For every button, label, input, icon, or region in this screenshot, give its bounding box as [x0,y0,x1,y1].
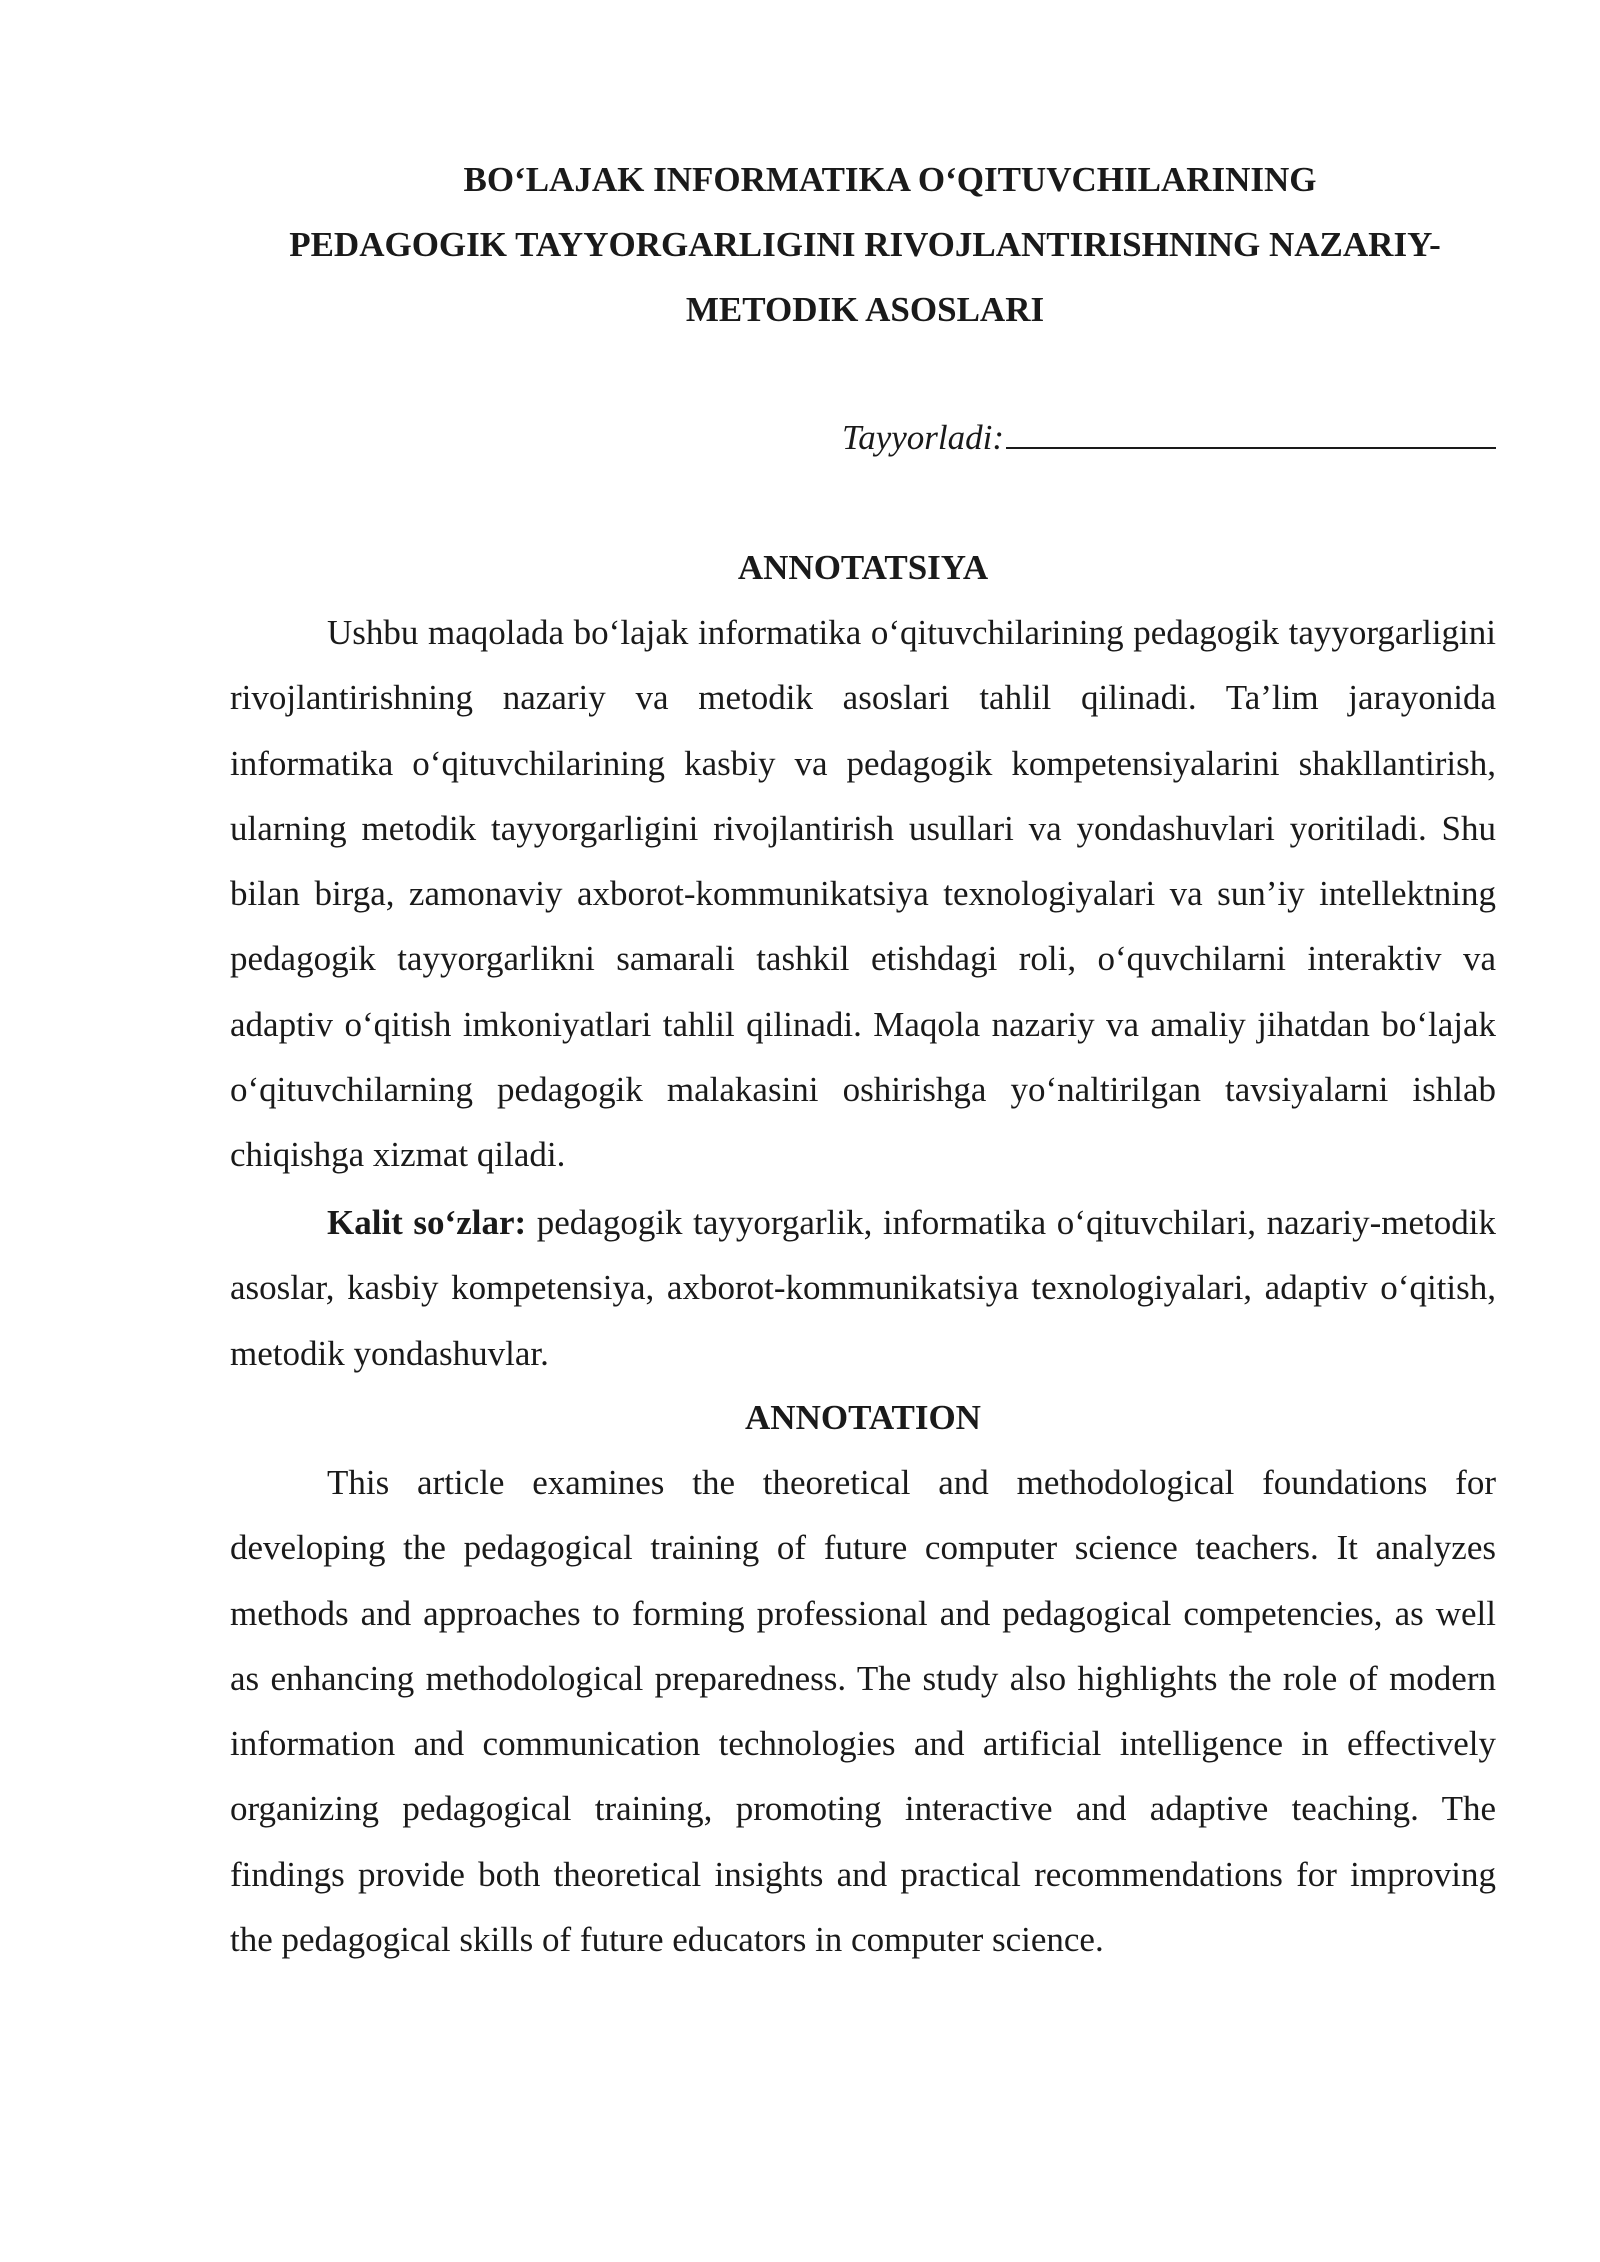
article-title-line-1: BO‘LAJAK INFORMATIKA O‘QITUVCHILARINING [463,160,1317,199]
keywords-paragraph [230,1190,1496,1386]
author-label: Tayyorladi: [841,418,1004,457]
article-title [230,147,1500,342]
annotation-paragraph: This article examines the theoretical and methodological foundations for developing the pedagogical training of future computer science teachers. It analyzes methods and approaches to forming professional and pedagogical competencies, as well as enhancing methodological preparedness. The study also highlights the role of modern information and communication technologies and artificial intelligence in effectively organizing pedagogical training, promoting interactive and adaptive teaching. The findings provide both theoretical insights and practical recommendations for improving the pedagogical skills of future educators in computer science. [230,1463,1496,1960]
article-title-line-2: PEDAGOGIK TAYYORGARLIGINI RIVOJLANTIRISHNING NAZARIY- [289,225,1441,264]
keywords-text: pedagogik tayyorgarlik, informatika o‘qituvchilari, nazariy-metodik asoslar, kasbiy kompetensiya, axborot-kommunikatsiya texnologiyalari, adaptiv o‘qitish, metodik yondashuvlar. [230,1203,1496,1373]
author-line [230,405,1496,470]
annotation-heading: ANNOTATION [745,1398,981,1437]
annotatsiya-paragraph: Ushbu maqolada bo‘lajak informatika o‘qituvchilarining pedagogik tayyorgarligini rivojlantirishning nazariy va metodik asoslari tahlil qilinadi. Ta’lim jarayonida informatika o‘qituvchilarining kasbiy va pedagogik kompetensiyalarini shakllantirish, ularning metodik tayyorgarligini rivojlantirish usullari va yondashuvlari yoritiladi. Shu bilan birga, zamonaviy axborot-kommunikatsiya texnologiyalari va sun’iy intellektning pedagogik tayyorgarlikni samarali tashkil etishdagi roli, o‘quvchilarni interaktiv va adaptiv o‘qitish imkoniyatlari tahlil qilinadi. Maqola nazariy va amaliy jihatdan bo‘lajak o‘qituvchilarning pedagogik malakasini oshirishga yo‘naltirilgan tavsiyalarni ishlab chiqishga xizmat qiladi. [230,613,1496,1175]
keywords-label: Kalit so‘zlar: [327,1203,527,1242]
annotatsiya-heading: ANNOTATSIYA [737,548,989,587]
article-title-line-3: METODIK ASOSLARI [685,290,1045,329]
author-blank-field [1006,446,1496,449]
